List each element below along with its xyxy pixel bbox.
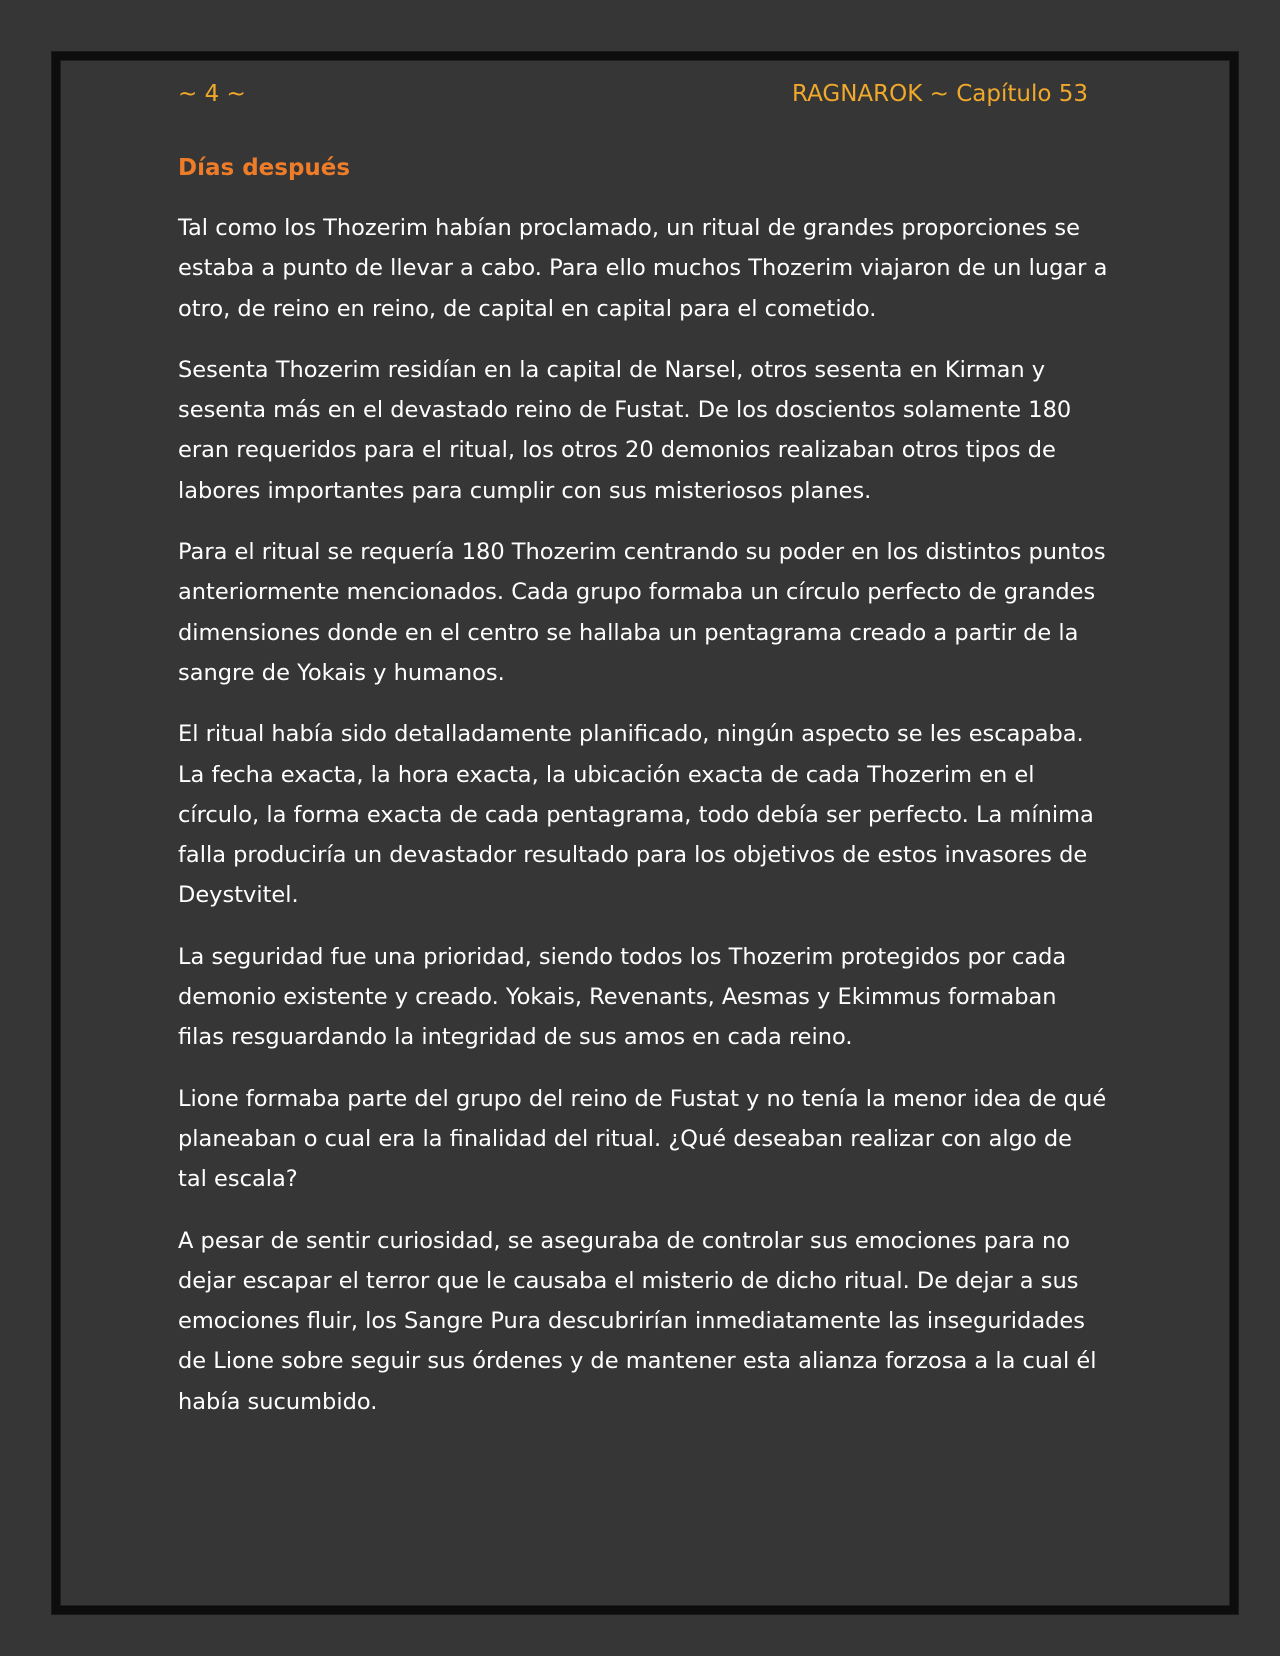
page-number: ~ 4 ~ <box>178 81 246 107</box>
paragraph: La seguridad fue una prioridad, siendo todos los Thozerim protegidos por cada demonio existente y creado. Yokais, Revenants, Aesmas y Ekimmus formaban filas resguardando la integridad de sus amos en cada reino. <box>178 943 1067 1051</box>
paragraph: El ritual había sido detalladamente planificado, ningún aspecto se les escapaba. La fecha exacta, la hora exacta, la ubicación exacta de cada Thozerim en el círculo, la forma exacta de cada pentagrama, todo debía ser perfecto. La mínima falla produciría un devastador resultado para los objetivos de estos invasores de Deystvitel. <box>178 721 1094 909</box>
section-title: Días después <box>178 155 351 181</box>
paragraph: A pesar de sentir curiosidad, se aseguraba de controlar sus emociones para no dejar escapar el terror que le causaba el misterio de dicho ritual. De dejar a sus emociones fluir, los Sangre Pura descubrirían inmediatamente las inseguridades de Lione sobre seguir sus órdenes y de mantener esta alianza forzosa a la cual él había sucumbido. <box>178 1227 1097 1415</box>
running-title: RAGNAROK ~ Capítulo 53 <box>792 81 1088 107</box>
paragraph: Tal como los Thozerim habían proclamado, un ritual de grandes proporciones se estaba a punto de llevar a cabo. Para ello muchos Thozerim viajaron de un lugar a otro, de reino en reino, de capital en capital para el cometido. <box>178 215 1108 322</box>
page-content <box>178 152 1108 1443</box>
paragraph: Lione formaba parte del grupo del reino de Fustat y no tenía la menor idea de qué planeaban o cual era la finalidad del ritual. ¿Qué deseaban realizar con algo de tal escala? <box>178 1085 1107 1193</box>
paragraph: Para el ritual se requería 180 Thozerim centrando su poder en los distintos puntos anteriormente mencionados. Cada grupo formaba un círculo perfecto de grandes dimensiones donde en el centro se hallaba un pentagrama creado a partir de la sangre de Yokais y humanos. <box>178 539 1106 686</box>
paragraph: Sesenta Thozerim residían en la capital de Narsel, otros sesenta en Kirman y sesenta más en el devastado reino de Fustat. De los doscientos solamente 180 eran requeridos para el ritual, los otros 20 demonios realizaban otros tipos de labores importantes para cumplir con sus misteriosos planes. <box>178 356 1072 504</box>
page-header <box>178 78 1088 110</box>
